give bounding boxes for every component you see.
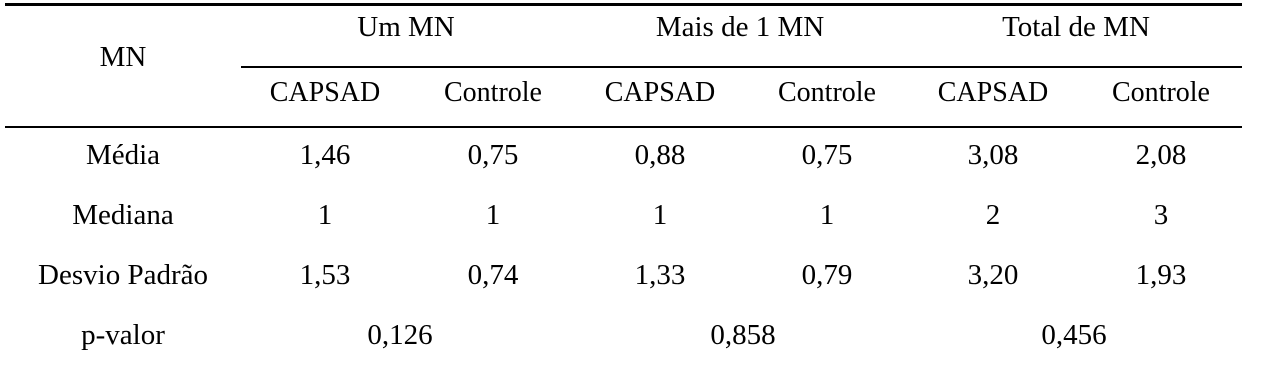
pvalue-cell-um-mn: 0,126 [367,319,433,351]
table-cell: 2 [985,199,1001,231]
table-cell: 0,79 [801,259,853,291]
table-cell: 1 [485,199,501,231]
table-cell: 2,08 [1135,139,1187,171]
row-label: Mediana [72,199,174,231]
row-label: Média [85,139,161,171]
table-cell: 0,88 [634,139,686,171]
pvalue-row-label: p-valor [81,319,165,351]
pvalue-cell-mais-de-1-mn: 0,858 [710,319,776,351]
subcolumn-header: Controle [444,77,542,108]
table-cell: 3 [1153,199,1169,231]
table-cell: 1,46 [299,139,351,171]
subcolumn-header: Controle [778,77,876,108]
top-rule [5,3,1242,6]
table-cell: 1,93 [1135,259,1187,291]
subcolumn-header: Controle [1112,77,1210,108]
table-cell: 1,53 [299,259,351,291]
table-cell: 3,08 [967,139,1019,171]
table-cell: 1 [652,199,668,231]
table-cell: 0,74 [467,259,519,291]
row-label: Desvio Padrão [38,259,208,291]
pvalue-cell-total-de-mn: 0,456 [1041,319,1107,351]
group-header-mais-de-1-mn: Mais de 1 MN [655,11,825,43]
row-header-label: MN [99,41,147,73]
subcolumn-header: CAPSAD [604,77,716,108]
table-cell: 1 [317,199,333,231]
subcolumn-header: CAPSAD [937,77,1049,108]
subcolumn-header: CAPSAD [269,77,381,108]
table-cell: 1 [819,199,835,231]
group-underline-rule [241,66,1242,68]
table-cell: 1,33 [634,259,686,291]
group-header-um-mn: Um MN [357,11,455,43]
table-cell: 0,75 [801,139,853,171]
table-cell: 0,75 [467,139,519,171]
table-cell: 3,20 [967,259,1019,291]
header-bottom-rule [5,126,1242,128]
group-header-total-de-mn: Total de MN [1002,11,1150,43]
